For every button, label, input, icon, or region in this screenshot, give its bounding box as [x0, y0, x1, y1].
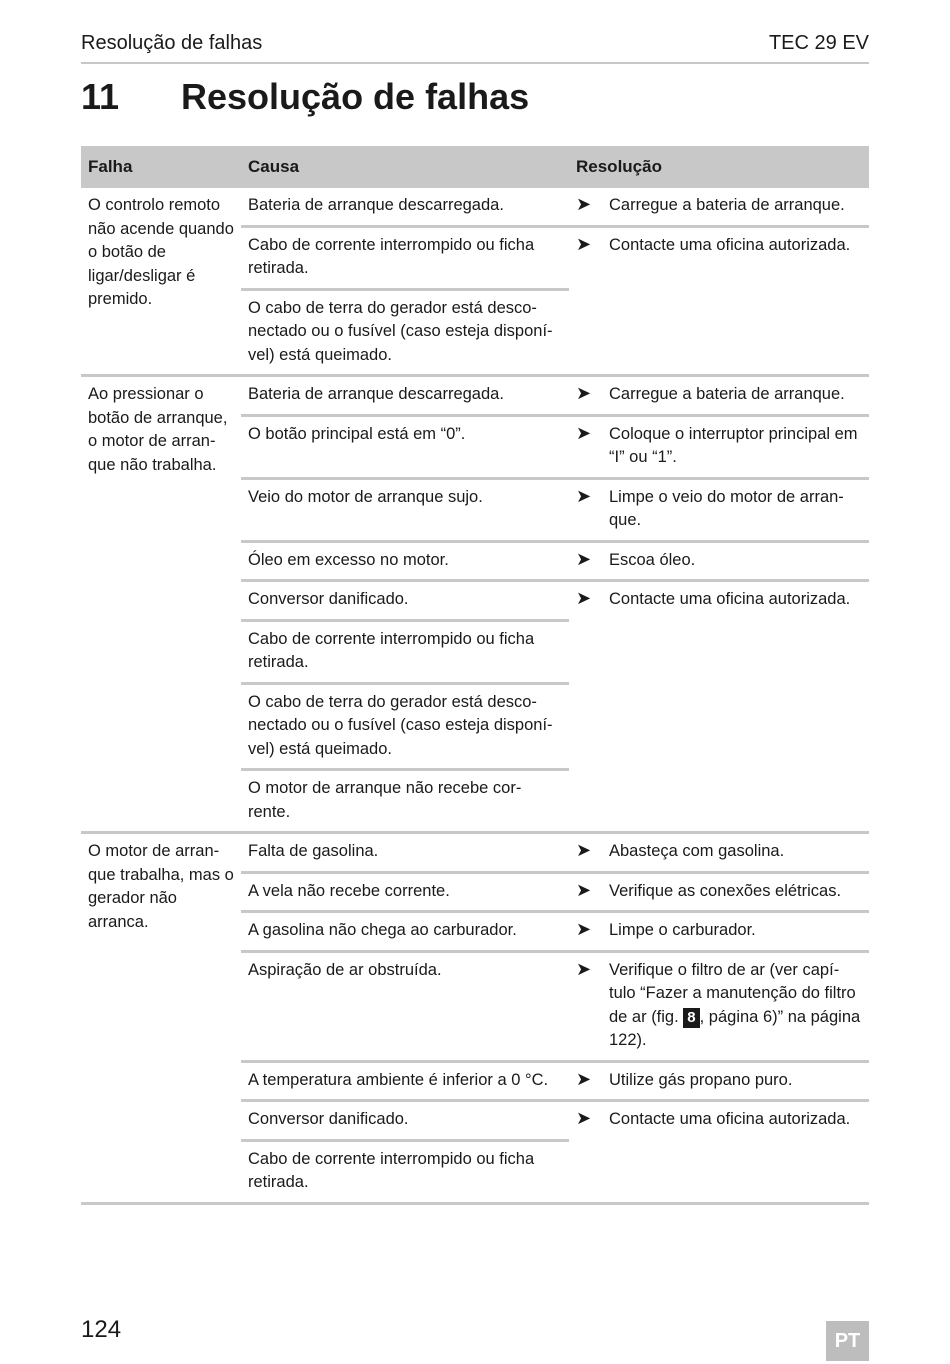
resolution-cell — [569, 226, 869, 376]
cause-cell: Cabo de corrente interrompido ou ficha retirada. — [241, 620, 569, 683]
column-header-fault: Falha — [81, 146, 241, 188]
resolution-cell — [569, 581, 869, 833]
resolution-cell — [569, 833, 869, 873]
arrow-icon: ➤ — [576, 422, 592, 443]
resolution-cell — [569, 478, 869, 541]
cause-cell: Bateria de arranque descarregada. — [241, 376, 569, 416]
page-header — [81, 30, 869, 64]
resolution-text: Carregue a bateria de arranque. — [609, 196, 845, 214]
cause-cell: O cabo de terra do gerador está desco-nectado ou o fusível (caso esteja disponí-vel) está queimado. — [241, 683, 569, 770]
arrow-icon: ➤ — [576, 1108, 592, 1128]
cause-cell: Falta de gasolina. — [241, 833, 569, 873]
resolution-text: Coloque o interruptor principal em “I” ou “1”. — [609, 424, 858, 466]
table-header-row — [81, 146, 869, 188]
arrow-icon: ➤ — [576, 548, 592, 569]
resolution-text: Utilize gás propano puro. — [609, 1070, 793, 1089]
header-section: Resolução de falhas — [81, 32, 263, 54]
resolution-cell — [569, 912, 869, 952]
resolution-text: Contacte uma oficina autorizada. — [609, 590, 851, 608]
column-header-cause: Causa — [241, 146, 569, 188]
resolution-cell — [569, 188, 869, 226]
resolution-text: Contacte uma oficina autorizada. — [609, 235, 851, 254]
cause-cell: O motor de arranque não recebe cor-rente. — [241, 770, 569, 833]
arrow-icon: ➤ — [576, 383, 592, 403]
cause-cell: Conversor danificado. — [241, 1101, 569, 1141]
arrow-icon: ➤ — [576, 958, 592, 979]
chapter-title: Resolução de falhas — [181, 76, 530, 117]
fault-cell: O controlo remoto não acende quando o botão de ligar/desligar é premido. — [81, 188, 241, 376]
fault-cell: O motor de arran-que trabalha, mas o gerador não arranca. — [81, 833, 241, 1204]
arrow-icon: ➤ — [576, 1068, 592, 1089]
resolution-cell — [569, 376, 869, 416]
resolution-cell — [569, 415, 869, 478]
cause-cell: O cabo de terra do gerador está desco-nectado ou o fusível (caso esteja disponí-vel) está queimado. — [241, 289, 569, 376]
arrow-icon: ➤ — [576, 485, 592, 506]
chapter-number: 11 — [81, 76, 120, 117]
arrow-icon: ➤ — [576, 840, 592, 860]
resolution-cell — [569, 1101, 869, 1204]
resolution-text: Contacte uma oficina autorizada. — [609, 1110, 851, 1128]
language-badge: PT — [826, 1321, 869, 1361]
arrow-icon: ➤ — [576, 919, 592, 939]
resolution-cell — [569, 1061, 869, 1101]
arrow-icon: ➤ — [576, 194, 592, 214]
cause-cell: Conversor danificado. — [241, 581, 569, 621]
cause-cell: A temperatura ambiente é inferior a 0 °C. — [241, 1061, 569, 1101]
page-number: 124 — [81, 1316, 122, 1343]
resolution-text: Limpe o veio do motor de arran-que. — [609, 487, 844, 529]
troubleshooting-table — [81, 146, 869, 1205]
cause-cell: A vela não recebe corrente. — [241, 872, 569, 912]
cause-cell: Cabo de corrente interrompido ou ficha retirada. — [241, 226, 569, 289]
cause-cell: Óleo em excesso no motor. — [241, 541, 569, 581]
resolution-text: Verifique o filtro de ar (ver capí-tulo “Fazer a manutenção do filtro de ar (fig. — [609, 960, 856, 1026]
table-row — [81, 188, 869, 226]
arrow-icon: ➤ — [576, 879, 592, 900]
resolution-text: Escoa óleo. — [609, 550, 696, 569]
resolution-cell — [569, 951, 869, 1061]
arrow-icon: ➤ — [576, 233, 592, 254]
table-row — [81, 376, 869, 416]
resolution-cell — [569, 872, 869, 912]
figure-badge: 8 — [683, 1008, 699, 1028]
cause-cell: O botão principal está em “0”. — [241, 415, 569, 478]
arrow-icon: ➤ — [576, 588, 592, 608]
fault-cell: Ao pressionar o botão de arranque, o motor de arran-que não trabalha. — [81, 376, 241, 833]
resolution-text: Abasteça com gasolina. — [609, 842, 785, 860]
cause-cell: A gasolina não chega ao carburador. — [241, 912, 569, 952]
cause-cell: Aspiração de ar obstruída. — [241, 951, 569, 1061]
table-row — [81, 833, 869, 873]
resolution-cell — [569, 541, 869, 581]
cause-cell: Veio do motor de arranque sujo. — [241, 478, 569, 541]
resolution-text: Limpe o carburador. — [609, 921, 756, 939]
header-model: TEC 29 EV — [768, 32, 869, 54]
resolution-text: Carregue a bateria de arranque. — [609, 385, 845, 403]
resolution-text: Verifique as conexões elétricas. — [609, 881, 842, 900]
column-header-resolution: Resolução — [569, 146, 869, 188]
resolution-text: , página 6)” na página 122). — [609, 1007, 861, 1049]
cause-cell: Cabo de corrente interrompido ou ficha retirada. — [241, 1140, 569, 1203]
cause-cell: Bateria de arranque descarregada. — [241, 188, 569, 226]
